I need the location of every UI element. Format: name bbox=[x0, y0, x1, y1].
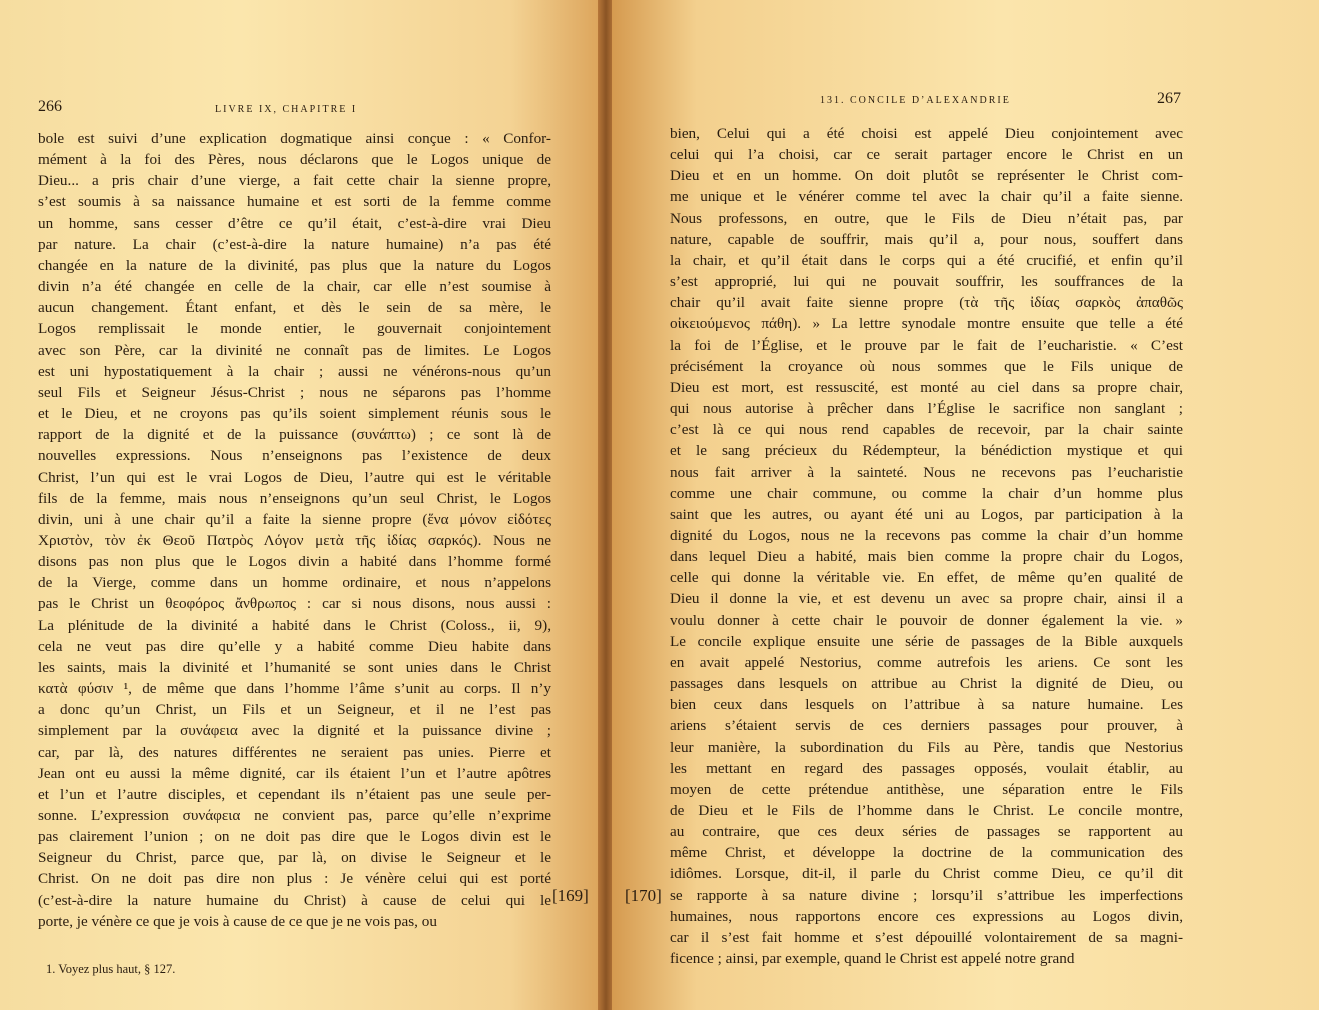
text-line: au contraire, que ces deux séries de passages se rapportent au bbox=[670, 823, 1183, 841]
text-line: Christ. On ne doit pas dire non plus : Je vénère celui qui est porté bbox=[38, 870, 551, 888]
text-line: s’est approprié, lui qui ne pouvait souffrir, les souffrances de la bbox=[670, 273, 1183, 291]
text-line: (c’est-à-dire la nature humaine du Christ) à cause de celui qui le bbox=[38, 891, 551, 909]
text-line: car il s’est fait homme et s’est dépouillé volontairement de sa magni- bbox=[670, 928, 1183, 946]
text-line: humaines, nous rapportons encore ces expressions au Logos divin, bbox=[670, 907, 1183, 925]
text-line: οἰκειούμενος πάθη). » La lettre synodale montre ensuite que telle a été bbox=[670, 315, 1183, 333]
text-line: pas le Christ un θεοφόρος ἄνθρωπος : car si nous disons, nous aussi : bbox=[38, 595, 551, 613]
text-line: Dieu... a pris chair d’une vierge, a fait cette chair la sienne propre, bbox=[38, 172, 551, 190]
text-line: c’est là ce qui nous rend capables de recevoir, par la chair sainte bbox=[670, 421, 1183, 439]
text-line: Le concile explique ensuite une série de passages de la Bible auxquels bbox=[670, 632, 1183, 650]
text-line: bien, Celui qui a été choisi est appelé Dieu conjointement avec bbox=[670, 125, 1183, 142]
text-line: fils de la femme, mais nous n’enseignons qu’un seul Christ, le Logos bbox=[38, 489, 551, 507]
text-line: celle qui donne la véritable vie. En effet, de même qu’en qualité de bbox=[670, 569, 1183, 587]
text-line: celui qui l’a choisi, car ce serait partager encore le Christ en un bbox=[670, 146, 1183, 164]
left-page-number: 266 bbox=[38, 98, 62, 115]
text-line: ariens s’étaient servis de ces derniers passages pour prouver, à bbox=[670, 717, 1183, 735]
left-body-text bbox=[38, 128, 551, 932]
text-line: divin n’a été changée en celle de la chair, car elle n’est soumise à bbox=[38, 278, 551, 296]
text-line: moyen de cette prétendue antithèse, une séparation entre le Fils bbox=[670, 780, 1183, 798]
text-line: s’est soumis à sa naissance humaine et est sorti de la femme comme bbox=[38, 193, 551, 211]
text-line: sonne. L’expression συνάφεια ne convient pas, parce qu’elle n’exprime bbox=[38, 807, 551, 824]
left-page bbox=[0, 0, 600, 1010]
text-line: porte, je vénère ce que je vois à cause de ce que je ne vois pas, ou bbox=[38, 912, 437, 930]
text-line: Dieu et en un homme. On doit plutôt se représenter le Christ com- bbox=[670, 167, 1183, 185]
text-line: de Dieu et le Fils de l’homme dans le Christ. Le concile montre, bbox=[670, 802, 1183, 819]
text-line: leur manière, la subordination du Fils au Père, tandis que Nestorius bbox=[670, 738, 1183, 756]
text-line: κατὰ φύσιν ¹, de même que dans l’homme l’âme s’unit au corps. Il n’y bbox=[38, 680, 551, 698]
text-line: nouvelles expressions. Nous n’enseignons pas l’existence de deux bbox=[38, 447, 551, 465]
text-line: cela ne veut pas dire qu’elle y a habité comme Dieu habite dans bbox=[38, 637, 551, 655]
text-line: la chair, et qu’il était dans le corps qui a été crucifié, et enfin qu’il bbox=[670, 251, 1183, 269]
text-line: voulu donner à cette chair le pouvoir de donner également la vie. » bbox=[670, 611, 1183, 629]
right-body-text bbox=[670, 123, 1183, 969]
right-margin-marker: [170] bbox=[625, 886, 662, 905]
text-line: mément à la foi des Pères, nous déclarons que le Logos unique de bbox=[38, 151, 551, 169]
text-line: passages dans lesquels on attribue au Christ la dignité de Dieu, ou bbox=[670, 675, 1183, 693]
text-line: par nature. La chair (c’est-à-dire la nature humaine) n’a pas été bbox=[38, 235, 551, 253]
left-footnote: 1. Voyez plus haut, § 127. bbox=[46, 962, 176, 976]
text-line: Nous professons, en outre, que le Fils de Dieu n’était pas, par bbox=[670, 209, 1183, 227]
text-line: en avait appelé Nestorius, comme autrefois les ariens. Ce sont les bbox=[670, 653, 1183, 671]
text-line: divin, uni à une chair qu’il a faite la sienne propre (ἕνα μόνον εἰδότες bbox=[38, 510, 551, 528]
text-line: changée en la nature de la divinité, pas plus que la nature du Logos bbox=[38, 256, 551, 274]
text-line: disons pas non plus que le Logos divin a habité dans l’homme formé bbox=[38, 553, 551, 571]
text-line: qui nous autorise à prêcher dans l’Église le sacrifice non sanglant ; bbox=[670, 400, 1183, 418]
text-line: Jean ont eu aussi la même dignité, car ils étaient l’un et l’autre apôtres bbox=[38, 764, 551, 782]
text-line: dans lequel Dieu a habité, mais bien comme la propre chair du Logos, bbox=[670, 548, 1183, 566]
text-line: chair qu’il avait faite sienne propre (τὰ τῆς ἰδίας σαρκὸς ἀπαθῶς bbox=[670, 294, 1183, 312]
text-line: Χριστὸν, τὸν ἐκ Θεοῦ Πατρὸς Λόγον μετὰ τῆς ἰδίας σαρκός). Nous ne bbox=[38, 531, 551, 549]
text-line: pas clairement l’union ; on ne doit pas dire que le Logos divin est le bbox=[38, 828, 551, 846]
text-line: et le sang précieux du Rédempteur, la bénédiction mystique et qui bbox=[670, 442, 1183, 460]
text-line: les mettant en regard des passages opposés, voulait établir, au bbox=[670, 759, 1183, 777]
text-line: nous fait arriver à la sainteté. Nous ne recevons pas l’eucharistie bbox=[670, 463, 1183, 481]
text-line: rapport de la dignité et de la puissance (συνάπτω) ; ce sont là de bbox=[38, 426, 551, 444]
text-line: les saints, mais la divinité et l’humanité se sont unies dans le Christ bbox=[38, 658, 551, 676]
text-line: saint que les autres, ou ayant été uni au Logos, par participation à la bbox=[670, 505, 1183, 523]
text-line: me unique et le vénérer comme tel avec la chair qu’il a faite sienne. bbox=[670, 188, 1183, 206]
text-line: précisément la croyance où nous sommes que le Fils unique de bbox=[670, 357, 1183, 375]
text-line: et l’un et l’autre disciples, et cependant ils n’étaient pas une seule per- bbox=[38, 785, 551, 803]
text-line: bole est suivi d’une explication dogmatique ainsi conçue : « Confor- bbox=[38, 130, 551, 147]
text-line: Dieu est mort, est ressuscité, est monté au ciel dans sa propre chair, bbox=[670, 378, 1183, 396]
text-line: aucun changement. Étant enfant, et dès le sein de sa mère, le bbox=[38, 299, 551, 317]
text-line: est uni hypostatiquement à la chair ; aussi ne vénérons-nous qu’un bbox=[38, 362, 551, 380]
right-page-number: 267 bbox=[1157, 90, 1181, 107]
text-line: La plénitude de la divinité a habité dans le Christ (Coloss., ii, 9), bbox=[38, 616, 551, 634]
right-running-head: 131. CONCILE D’ALEXANDRIE bbox=[820, 95, 1011, 106]
text-line: ficence ; ainsi, par exemple, quand le Christ est appelé notre grand bbox=[670, 950, 1075, 968]
text-line: simplement par la συνάφεια avec la dignité et la puissance divine ; bbox=[38, 722, 551, 740]
left-running-head: LIVRE IX, CHAPITRE I bbox=[215, 104, 358, 115]
text-line: comme une chair commune, ou comme la chair d’un homme plus bbox=[670, 484, 1183, 502]
text-line: Logos remplissait le monde entier, le gouvernait conjointement bbox=[38, 320, 551, 338]
text-line: Seigneur du Christ, parce que, par là, on divise le Seigneur et le bbox=[38, 849, 551, 867]
right-page bbox=[612, 0, 1319, 1010]
text-line: nature, capable de souffrir, mais qu’il a, pour nous, souffert dans bbox=[670, 230, 1183, 248]
left-margin-marker: [169] bbox=[552, 886, 589, 905]
text-line: et le Dieu, et ne croyons pas qu’ils soient simplement réunis sous le bbox=[38, 405, 551, 423]
text-line: dignité du Logos, nous ne la recevons pas comme la chair d’un homme bbox=[670, 526, 1183, 544]
text-line: Christ, l’un qui est le vrai Logos de Dieu, l’autre qui est le véritable bbox=[38, 468, 551, 486]
text-line: un homme, sans cesser d’être ce qu’il était, c’est-à-dire vrai Dieu bbox=[38, 214, 551, 232]
text-line: bien ceux dans lesquels on l’attribue à sa nature humaine. Les bbox=[670, 696, 1183, 714]
text-line: se rapporte à sa nature divine ; lorsqu’il s’attribue les imperfections bbox=[670, 886, 1183, 904]
text-line: la foi de l’Église, et le prouve par le fait de l’eucharistie. « C’est bbox=[670, 336, 1183, 354]
text-line: même Christ, et développe la doctrine de la communication des bbox=[670, 844, 1183, 862]
text-line: de la Vierge, comme dans un homme ordinaire, et nous n’appelons bbox=[38, 574, 551, 592]
text-line: idiômes. Lorsque, dit-il, il parle du Christ comme Dieu, ce qu’il dit bbox=[670, 865, 1183, 883]
text-line: seul Fils et Seigneur Jésus-Christ ; nous ne séparons pas l’homme bbox=[38, 383, 551, 401]
text-line: car, par là, des natures différentes ne seraient pas unies. Pierre et bbox=[38, 743, 551, 761]
text-line: a donc qu’un Christ, un Fils et un Seigneur, et il ne l’est pas bbox=[38, 701, 551, 719]
text-line: avec son Père, car la divinité ne connaît pas de limites. Le Logos bbox=[38, 341, 551, 359]
text-line: Dieu il donne la vie, et est devenu un avec sa propre chair, ainsi il a bbox=[670, 590, 1183, 608]
